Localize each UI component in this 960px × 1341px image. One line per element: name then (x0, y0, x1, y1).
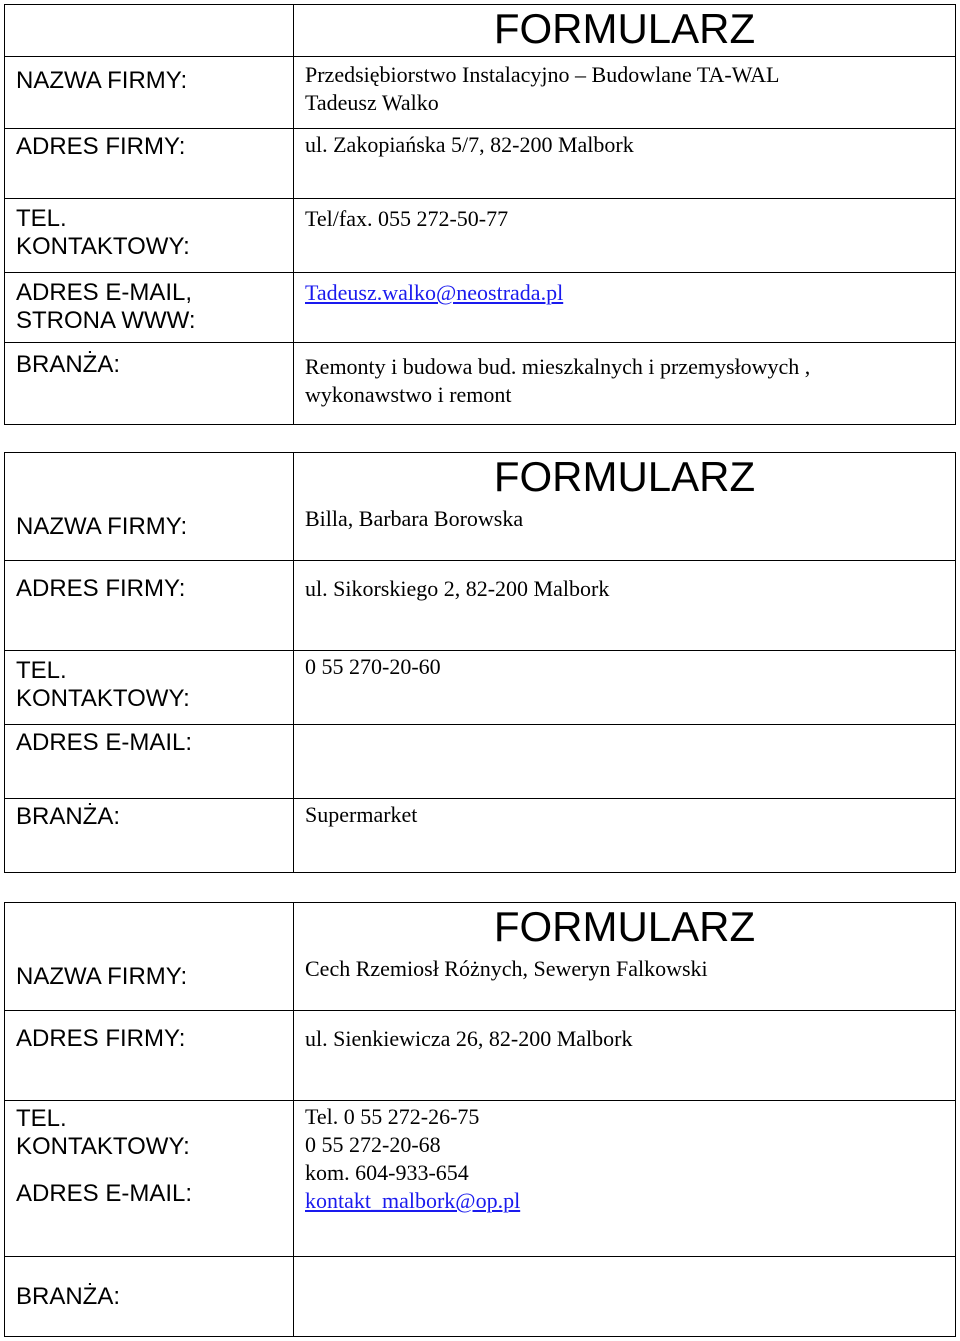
industry-label-cell (5, 343, 294, 425)
company-address-value: ul. Sienkiewicza 26, 82-200 Malbork (305, 1026, 633, 1051)
company-address-label-cell (5, 129, 294, 199)
industry-value-cell (294, 343, 956, 425)
company-name-value-cell (294, 955, 956, 1011)
company-address-value: ul. Sikorskiego 2, 82-200 Malbork (305, 576, 610, 601)
form-2-title-cell (294, 453, 956, 505)
industry-label-cell (5, 799, 294, 873)
email-link[interactable]: kontakt_malbork@op.pl (305, 1188, 521, 1213)
contact-phone-label-line-2: KONTAKTOWY: (16, 685, 190, 712)
company-address-value-cell (294, 1011, 956, 1101)
company-address-label-cell (5, 561, 294, 651)
email-value-cell (294, 725, 956, 799)
company-name-label: NAZWA FIRMY: (16, 513, 188, 540)
industry-value-cell (294, 799, 956, 873)
email-link[interactable]: Tadeusz.walko@neostrada.pl (305, 280, 564, 305)
email-www-label-line-2: STRONA WWW: (16, 307, 196, 334)
company-address-label-cell (5, 1011, 294, 1101)
company-address-label: ADRES FIRMY: (16, 575, 186, 602)
company-name-value-cell (294, 57, 956, 129)
form-2 (4, 452, 956, 873)
email-label: ADRES E-MAIL: (16, 1180, 193, 1207)
contact-phone-label-line-2: KONTAKTOWY: (16, 233, 190, 260)
email-label-cell (5, 725, 294, 799)
company-name-value-cell (294, 505, 956, 561)
contact-phone-label: TEL. (16, 1105, 67, 1132)
company-name-value-line-2: Tadeusz Walko (305, 90, 439, 115)
company-name-label: NAZWA FIRMY: (16, 963, 188, 990)
company-name-value: Cech Rzemiosł Różnych, Seweryn Falkowski (305, 955, 708, 981)
company-address-value-cell (294, 129, 956, 199)
form-2-title-spacer (5, 453, 294, 561)
company-name-value: Billa, Barbara Borowska (305, 505, 524, 531)
company-address-value: ul. Zakopiańska 5/7, 82-200 Malbork (305, 132, 634, 157)
form-3 (4, 902, 956, 1337)
company-name-label-cell (5, 57, 294, 129)
contact-phone-value: 0 55 270-20-60 (305, 654, 441, 679)
contact-phone-label: TEL. (16, 657, 67, 684)
industry-label: BRANŻA: (16, 351, 121, 378)
email-www-value-cell (294, 273, 956, 343)
company-address-label: ADRES FIRMY: (16, 1025, 186, 1052)
company-name-value: Przedsiębiorstwo Instalacyjno – Budowlane TA-WAL (305, 62, 780, 87)
company-name-label: NAZWA FIRMY: (16, 67, 188, 94)
industry-value: Remonty i budowa bud. mieszkalnych i przemysłowych , (305, 354, 811, 379)
company-address-value-cell (294, 561, 956, 651)
industry-value-line-2: wykonawstwo i remont (305, 382, 512, 407)
form-1 (4, 4, 956, 425)
email-www-label-cell (5, 273, 294, 343)
form-3-title-cell (294, 903, 956, 955)
industry-value: Supermarket (305, 802, 418, 827)
contact-phone-label-cell (5, 199, 294, 273)
contact-mobile-value: kom. 604-933-654 (305, 1160, 469, 1185)
contact-phone-label-cell (5, 651, 294, 725)
form-title: FORMULARZ (493, 453, 756, 500)
form-1-title-spacer (5, 5, 294, 57)
contact-phone-value: Tel/fax. 055 272-50-77 (305, 206, 509, 231)
contact-phone-label-line-2: KONTAKTOWY: (16, 1133, 190, 1160)
form-title: FORMULARZ (493, 5, 756, 52)
contact-phone-value-cell (294, 651, 956, 725)
contact-phone-label-cell (5, 1101, 294, 1257)
contact-phone-value-cell (294, 1101, 956, 1257)
contact-phone-value-cell (294, 199, 956, 273)
contact-phone-value-line-2: 0 55 272-20-68 (305, 1132, 441, 1157)
contact-phone-label: TEL. (16, 205, 67, 232)
email-label: ADRES E-MAIL: (16, 729, 193, 756)
company-address-label: ADRES FIRMY: (16, 133, 186, 160)
form-title: FORMULARZ (493, 903, 756, 950)
form-1-title-cell (294, 5, 956, 57)
form-3-title-spacer (5, 903, 294, 1011)
industry-label: BRANŻA: (16, 1283, 121, 1310)
industry-label-cell (5, 1257, 294, 1337)
industry-value-cell (294, 1257, 956, 1337)
industry-label: BRANŻA: (16, 803, 121, 830)
contact-phone-value: Tel. 0 55 272-26-75 (305, 1104, 480, 1129)
email-www-label: ADRES E-MAIL, (16, 279, 193, 306)
